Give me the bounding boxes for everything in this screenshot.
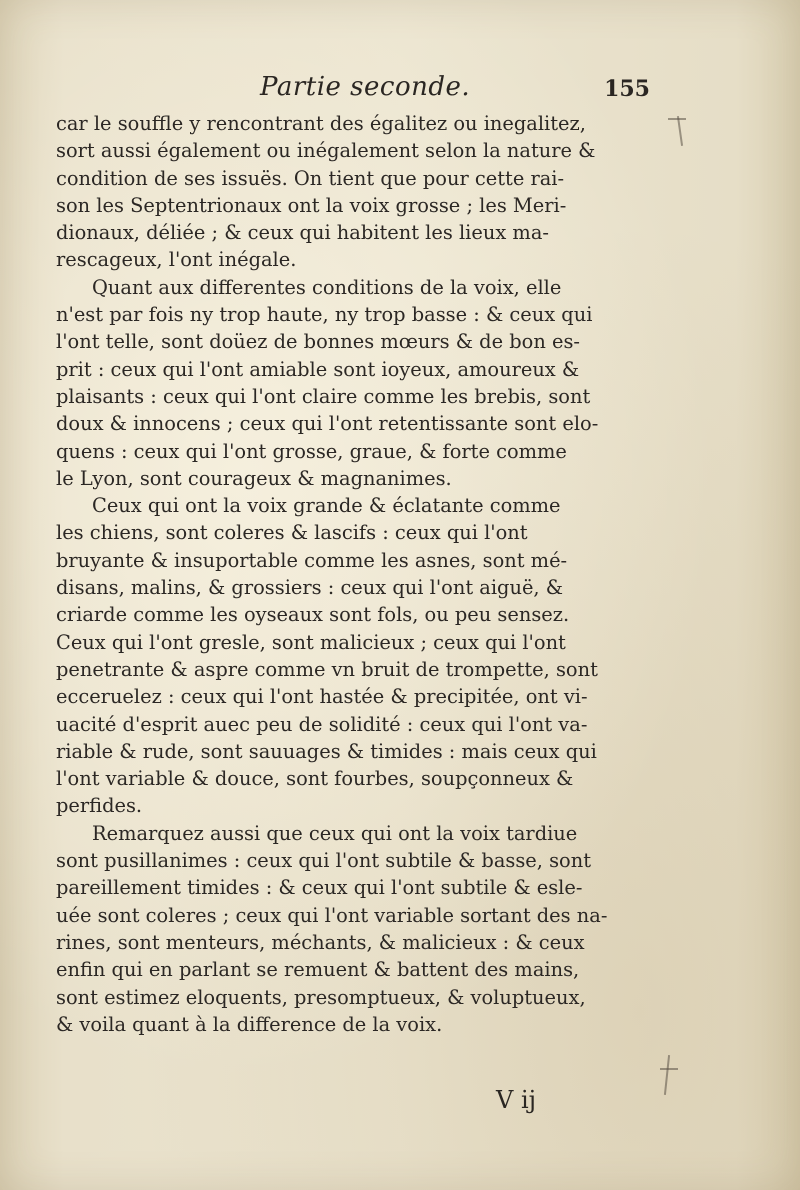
margin-pencil-dash-top: [668, 118, 686, 120]
paragraph-4: Remarquez aussi que ceux qui ont la voix tardiue sont pusillanimes : ceux qui l'ont subtile & basse, sont pareillement timides : & ceux qui l'ont subtile & esle- uée sont coleres ; ceux qui l'ont variable sortant des na- rines, sont menteurs, méchants, & malicieux : & ceux enfin qui en parlant se remuent & battent des mains, sont estimez eloquents, presomptueux, & voluptueux, & voila quant à la difference de la voix.: [56, 821, 608, 1036]
margin-pencil-dash-bottom: [660, 1068, 678, 1070]
text-block: [56, 110, 646, 1038]
margin-pencil-mark-bottom: [664, 1055, 670, 1095]
margin-pencil-mark-top: [677, 116, 683, 146]
paragraph-1: car le souffle y rencontrant des égalitez ou inegalitez, sort aussi également ou inégalement selon la nature & condition de ses issuës. On tient que pour cette rai- son les Septentrionaux ont la voix grosse ; les Meri- dionaux, déliée ; & ceux qui habitent les lieux ma- rescageux, l'ont inégale.: [56, 112, 596, 272]
page-number: 155: [604, 76, 650, 102]
paragraph-2: Quant aux differentes conditions de la voix, elle n'est par fois ny trop haute, ny trop basse : & ceux qui l'ont telle, sont doüez de bonnes mœurs & de bon es- prit : ceux qui l'ont amiable sont ioyeux, amoureux & plaisants : ceux qui l'ont claire comme les brebis, sont doux & innocens ; ceux qui l'ont retentissante sont elo- quens : ceux qui l'ont grosse, graue, & forte comme le Lyon, sont courageux & magnanimes.: [56, 275, 599, 490]
paragraph-3: Ceux qui ont la voix grande & éclatante comme les chiens, sont coleres & lascifs : ceux qui l'ont bruyante & insuportable comme les asnes, sont mé- disans, malins, & grossiers : ceux qui l'ont aiguë, & criarde comme les oyseaux sont fols, ou peu sensez. Ceux qui l'ont gresle, sont malicieux ; ceux qui l'ont penetrante & aspre comme vn bruit de trompette, sont ecceruelez : ceux qui l'ont hastée & precipitée, ont vi- uacité d'esprit auec peu de solidité : ceux qui l'ont va- riable & rude, sont sauuages & timides : mais ceux qui l'ont variable & douce, sont fourbes, soupçonneux & perfides.: [56, 494, 598, 818]
signature-mark: V ij: [496, 1086, 537, 1114]
running-head: [90, 72, 660, 112]
running-title: Partie seconde.: [260, 72, 471, 102]
